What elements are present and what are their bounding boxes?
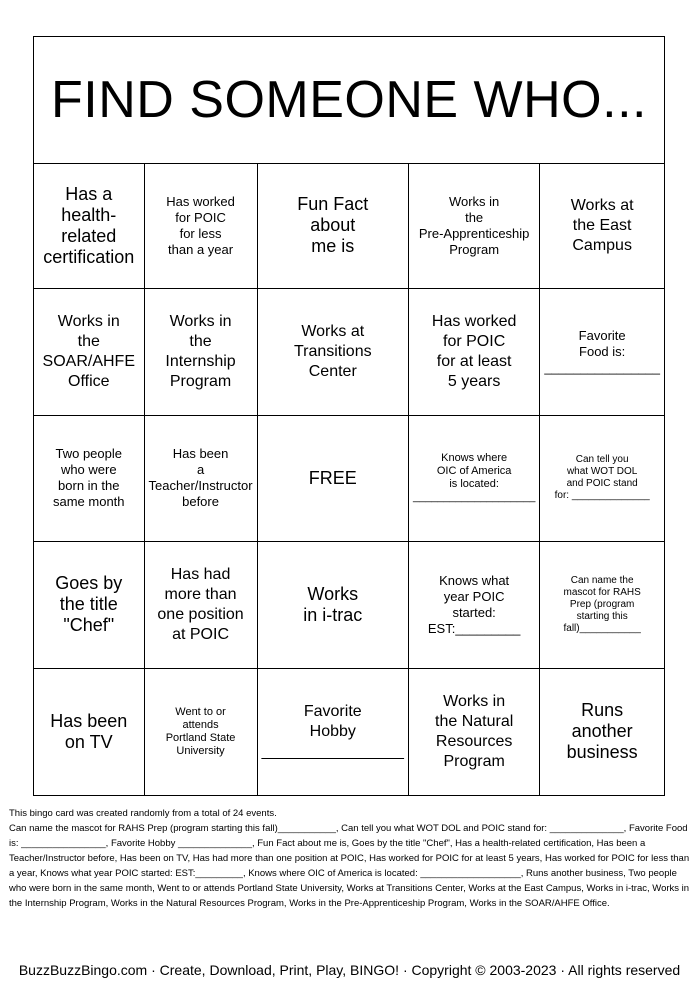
bingo-cell-text: Knows where OIC of America is located: ____________________ <box>412 452 536 504</box>
bingo-cell-text: Works in the SOAR/AHFE Office <box>42 313 135 391</box>
bingo-cell <box>145 416 258 542</box>
bingo-cell <box>258 669 409 795</box>
bingo-cell <box>409 163 540 289</box>
bingo-cell <box>409 289 540 415</box>
card-footer <box>9 806 691 911</box>
bingo-cell <box>258 289 409 415</box>
bingo-cell <box>145 669 258 795</box>
bingo-cell-text: Works in the Natural Resources Program <box>435 692 514 770</box>
bingo-cell <box>540 669 664 795</box>
bingo-cell <box>409 542 540 668</box>
bingo-cell <box>540 163 664 289</box>
bingo-cell-text: FREE <box>308 467 357 488</box>
card-title: FIND SOMEONE WHO... <box>34 37 664 164</box>
bingo-cell-text: Has worked for POIC for less than a year <box>166 193 235 257</box>
footer-intro: This bingo card was created randomly from a total of 24 events. <box>9 808 277 819</box>
bingo-cell-text: Goes by the title "Chef" <box>55 573 123 636</box>
bingo-cell-text: Knows what year POIC started: EST:_________ <box>427 572 521 636</box>
bingo-cell <box>540 289 664 415</box>
bingo-cell <box>258 163 409 289</box>
bingo-cell <box>409 669 540 795</box>
bingo-cell <box>258 542 409 668</box>
bingo-cell <box>145 542 258 668</box>
bingo-cell <box>34 542 145 668</box>
bingo-cell-text: Can name the mascot for RAHS Prep (program starting this fall)___________ <box>563 574 641 634</box>
bingo-cell <box>540 542 664 668</box>
bingo-cell <box>34 289 145 415</box>
bingo-cell-text: Works in the Internship Program <box>165 313 236 391</box>
bingo-cell-text: Has had more than one position at POIC <box>157 565 244 643</box>
bingo-cell <box>145 289 258 415</box>
bingo-cell <box>409 416 540 542</box>
bingo-grid <box>34 163 664 795</box>
bingo-card <box>33 36 665 796</box>
bingo-cell <box>34 163 145 289</box>
bingo-cell <box>34 669 145 795</box>
footer-events: Can name the mascot for RAHS Prep (program starting this fall)___________, Can tell you what WOT DOL and POIC stand for: ______________, Favorite Food is: ________________, Favorite Hobby ______________, Fun Fact about me is, Goes by the title "Chef", Has a health-related certification, Has been a Teacher/Instructor before, Has been on TV, Has had more than one position at POIC, Has worked for POIC for at least 5 years, Has worked for POIC for less than a year, Knows what year POIC started: EST:_________, Knows where OIC of America is located: ___________________, Runs another business, Two people who were born in the same month, Went to or attends Portland State University, Works at Transitions Center, Works at the East Campus, Works in i-trac, Works in the Internship Program, Works in the Natural Resources Program, Works in the Pre-Apprenticeship Program, Works in the SOAR/AHFE Office. <box>9 823 690 909</box>
bingo-cell-text: Runs another business <box>566 700 638 763</box>
bingo-cell-text: Fun Fact about me is <box>297 194 369 257</box>
bingo-cell-text: Can tell you what WOT DOL and POIC stand for: ______________ <box>554 454 650 502</box>
bingo-cell-text: Works at the East Campus <box>570 196 634 254</box>
bingo-cell-text: Two people who were born in the same month <box>52 446 125 510</box>
bingo-cell-text: Works in the Pre-Apprenticeship Program <box>418 193 530 257</box>
bingo-cell-text: Favorite Hobby ________________ <box>261 702 404 760</box>
bingo-cell-text: Favorite Food is: ________________ <box>544 328 660 376</box>
bingo-cell-text: Works at Transitions Center <box>293 323 372 381</box>
bingo-cell-text: Has been on TV <box>50 710 128 752</box>
bingo-cell <box>258 416 409 542</box>
bingo-cell-text: Has a health-related certification <box>43 183 135 267</box>
bingo-cell <box>540 416 664 542</box>
bingo-cell-text: Has worked for POIC for at least 5 years <box>431 313 517 391</box>
site-credit: BuzzBuzzBingo.com · Create, Download, Print, Play, BINGO! · Copyright © 2003-2023 · All rights reserved <box>18 962 681 978</box>
bingo-cell-text: Has been a Teacher/Instructor before <box>148 446 253 510</box>
bingo-cell-text: Went to or attends Portland State University <box>165 705 236 757</box>
bingo-cell-text: Works in i-trac <box>303 583 363 625</box>
bingo-cell <box>34 416 145 542</box>
bingo-cell <box>145 163 258 289</box>
